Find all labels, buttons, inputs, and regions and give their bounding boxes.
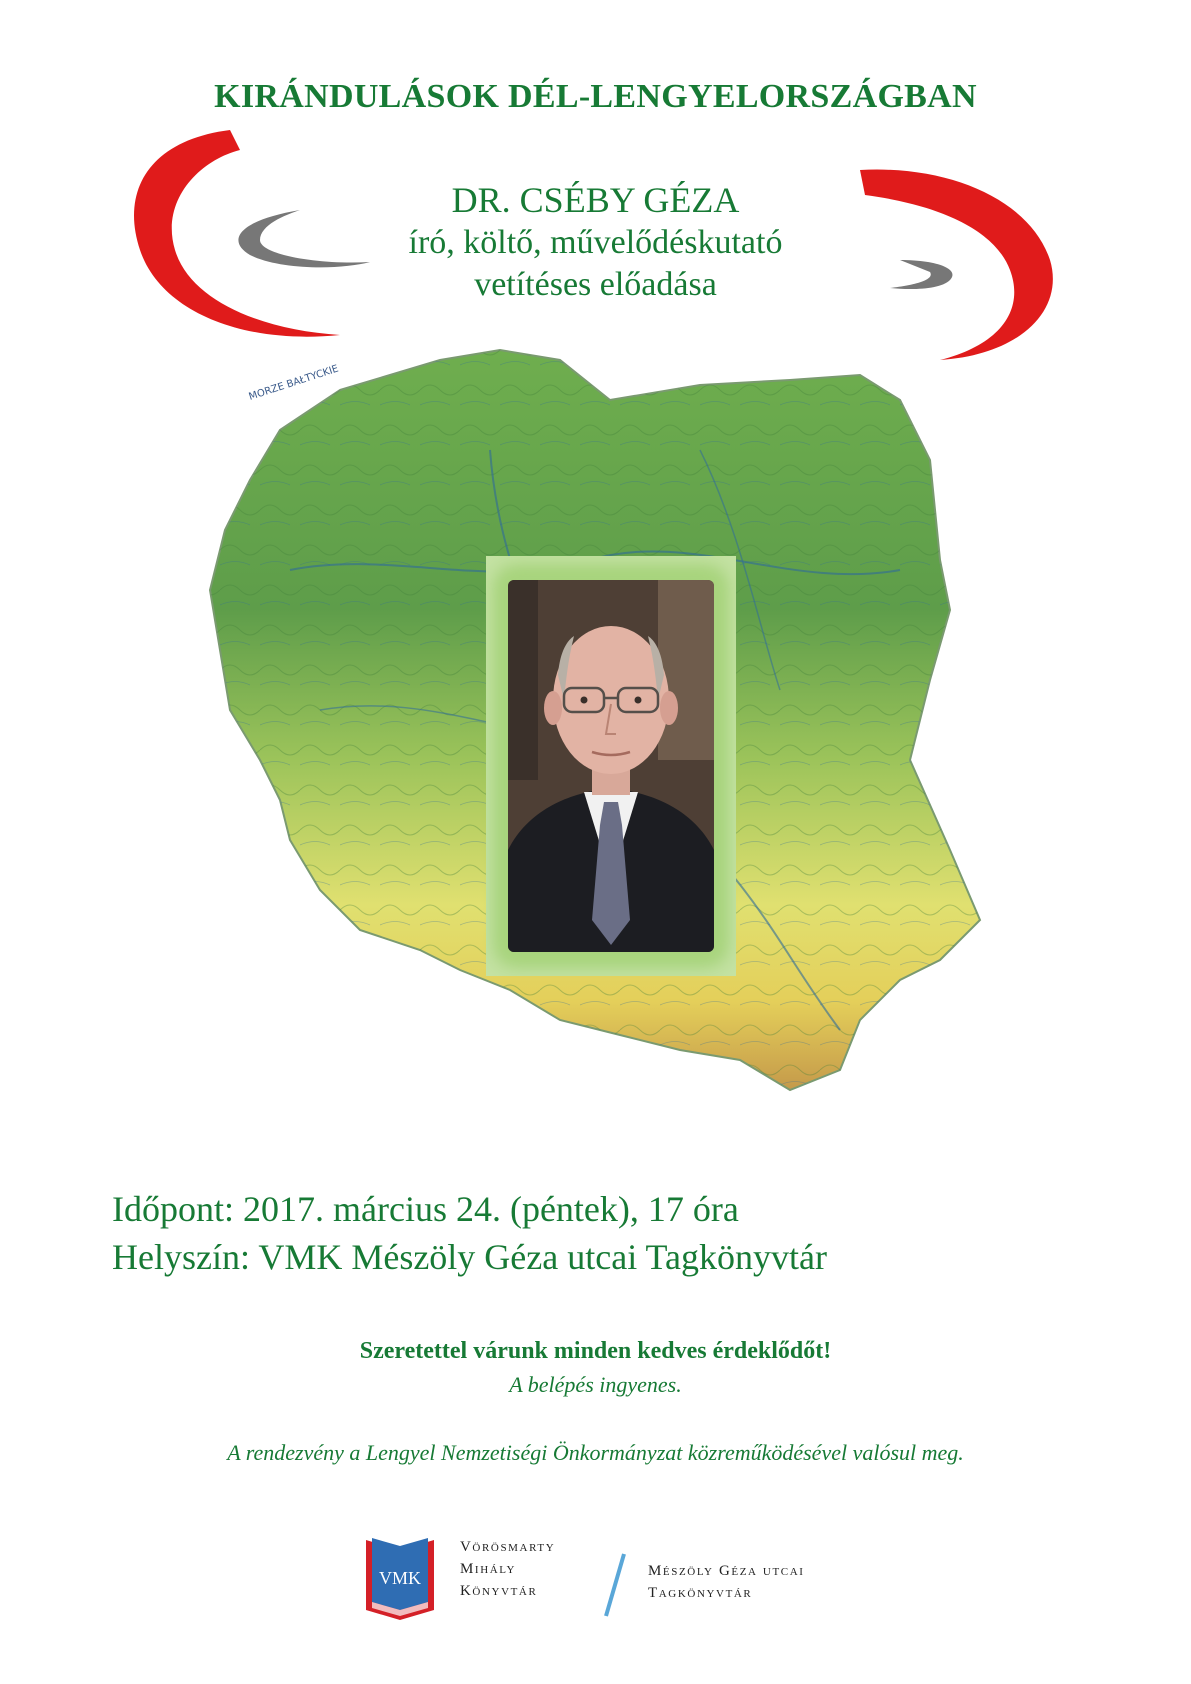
entry-text: A belépés ingyenes. — [509, 1372, 682, 1397]
vmk-mark: VMK — [378, 1568, 422, 1588]
speaker-photo-frame — [486, 556, 736, 976]
speaker-photo — [508, 580, 714, 952]
speaker-roles: író, költő, művelődéskutató — [408, 224, 783, 261]
speaker-block — [0, 178, 1191, 306]
library-line1: Vörösmarty — [460, 1539, 556, 1555]
branch-line1: Mészöly Géza utcai — [648, 1563, 805, 1579]
event-details — [112, 1185, 1112, 1281]
branch-line2: Tagkönyvtár — [648, 1585, 753, 1601]
library-name — [460, 1536, 555, 1602]
poster-title: KIRÁNDULÁSOK DÉL-LENGYELORSZÁGBAN — [214, 78, 977, 115]
library-logo — [360, 1530, 880, 1630]
vmk-book-icon — [360, 1530, 440, 1626]
event-type: vetítéses előadása — [474, 266, 717, 303]
sponsor-text: A rendezvény a Lengyel Nemzetiségi Önkormányzat közreműködésével valósul meg. — [227, 1440, 964, 1465]
library-line3: Könyvtár — [460, 1583, 538, 1599]
sea-label: MORZE BAŁTYCKIE — [247, 363, 340, 403]
event-place: Helyszín: VMK Mészöly Géza utcai Tagkönyvtár — [112, 1237, 827, 1277]
logo-divider — [600, 1550, 630, 1620]
event-time: Időpont: 2017. március 24. (péntek), 17 óra — [112, 1189, 739, 1229]
speaker-name: DR. CSÉBY GÉZA — [451, 180, 740, 220]
library-line2: Mihály — [460, 1561, 517, 1577]
welcome-text: Szeretettel várunk minden kedves érdeklődőt! — [359, 1338, 832, 1364]
branch-name — [648, 1560, 805, 1604]
